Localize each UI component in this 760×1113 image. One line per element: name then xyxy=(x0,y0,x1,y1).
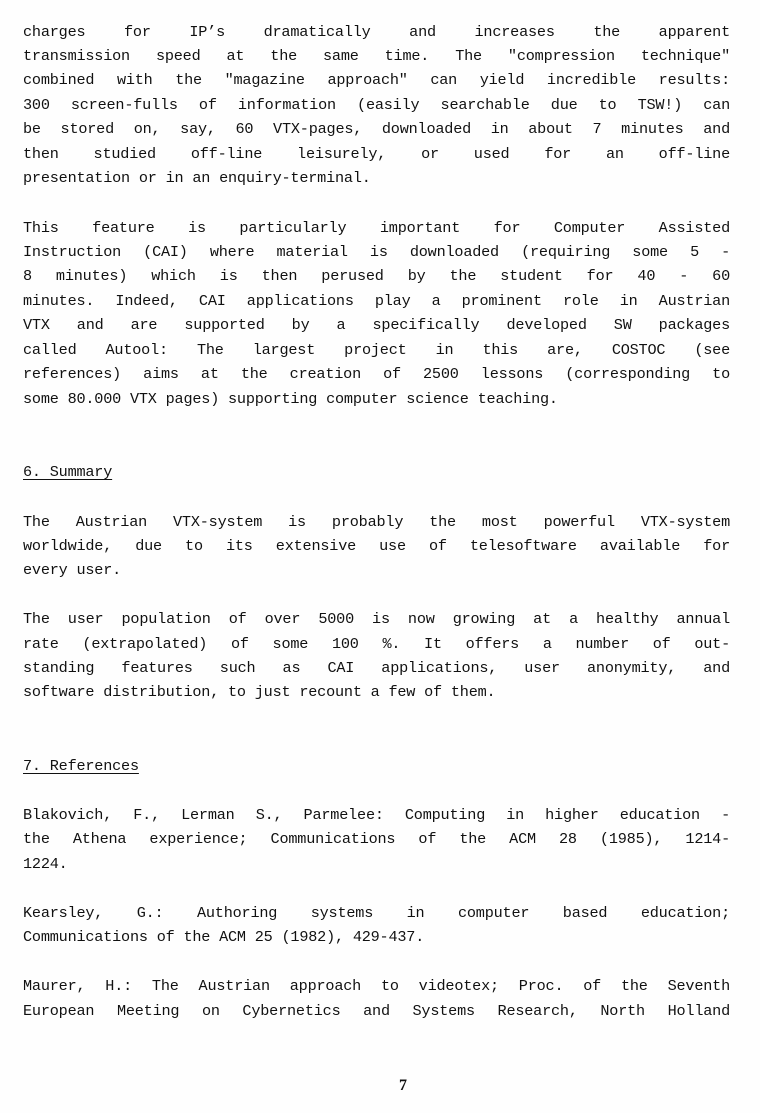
text-line: 8 minutes) which is then perused by the student for 40 - 60 xyxy=(23,267,730,285)
text-line: The user population of over 5000 is now growing at a healthy annual xyxy=(23,610,730,628)
text-line: minutes. Indeed, CAI applications play a prominent role in Austrian xyxy=(23,292,730,310)
text-line: Maurer, H.: The Austrian approach to videotex; Proc. of the Seventh xyxy=(23,977,730,995)
text-line: Kearsley, G.: Authoring systems in computer based education; xyxy=(23,904,730,922)
text-line: standing features such as CAI applications, user anonymity, and xyxy=(23,659,730,677)
text-line: The Austrian VTX-system is probably the most powerful VTX-system xyxy=(23,513,730,531)
text-line: transmission speed at the same time. The "compression technique" xyxy=(23,47,730,65)
text-line: combined with the "magazine approach" can yield incredible results: xyxy=(23,71,730,89)
text-line: every user. xyxy=(23,561,122,579)
text-line: Blakovich, F., Lerman S., Parmelee: Computing in higher education - xyxy=(23,806,730,824)
text-line: 300 screen-fulls of information (easily searchable due to TSW!) can xyxy=(23,96,730,114)
text-line: charges for IP’s dramatically and increases the apparent xyxy=(23,23,730,41)
text-line: references) aims at the creation of 2500 lessons (corresponding to xyxy=(23,365,730,383)
section-heading-summary: 6. Summary xyxy=(23,463,113,481)
text-line: software distribution, to just recount a few of them. xyxy=(23,683,496,701)
text-line: be stored on, say, 60 VTX-pages, downloaded in about 7 minutes and xyxy=(23,120,730,138)
text-line: worldwide, due to its extensive use of telesoftware available for xyxy=(23,537,730,555)
text-line: presentation or in an enquiry-terminal. xyxy=(23,169,371,187)
text-line: rate (extrapolated) of some 100 %. It offers a number of out- xyxy=(23,635,730,653)
text-line: European Meeting on Cybernetics and Systems Research, North Holland xyxy=(23,1002,730,1020)
text-line: This feature is particularly important for Computer Assisted xyxy=(23,219,730,237)
text-line: 1224. xyxy=(23,855,68,873)
section-heading-references: 7. References xyxy=(23,757,139,775)
text-line: some 80.000 VTX pages) supporting computer science teaching. xyxy=(23,390,558,408)
text-line: VTX and are supported by a specifically developed SW packages xyxy=(23,316,730,334)
text-line: the Athena experience; Communications of the ACM 28 (1985), 1214- xyxy=(23,830,730,848)
text-line: then studied off-line leisurely, or used for an off-line xyxy=(23,145,730,163)
page-number: 7 xyxy=(399,1077,407,1094)
text-line: Instruction (CAI) where material is downloaded (requiring some 5 - xyxy=(23,243,730,261)
text-line: Communications of the ACM 25 (1982), 429-437. xyxy=(23,928,425,946)
text-line: called Autool: The largest project in this are, COSTOC (see xyxy=(23,341,730,359)
